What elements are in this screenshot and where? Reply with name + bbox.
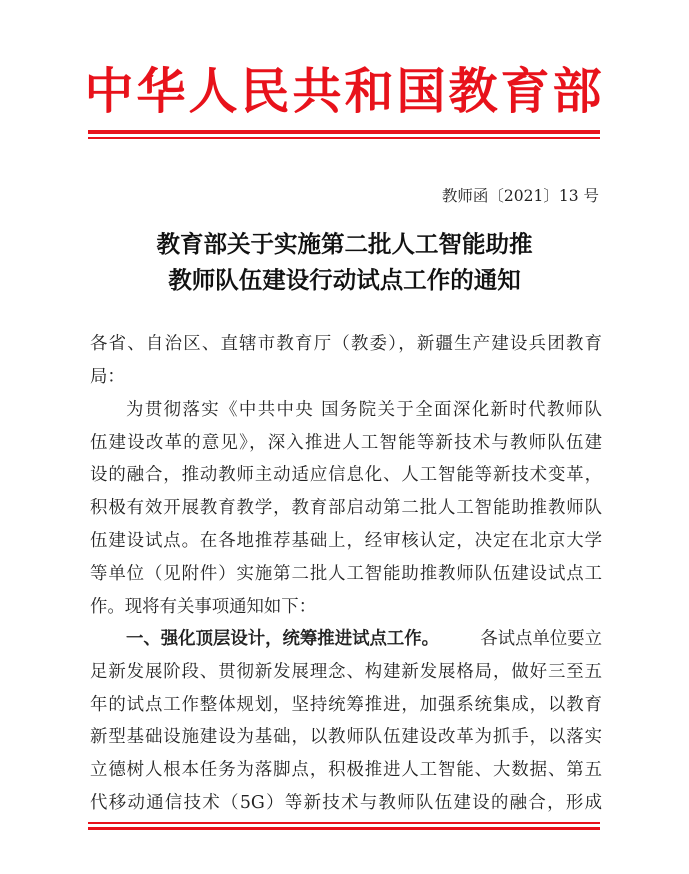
paragraph-line: 年的试点工作整体规划，坚持统筹推进，加强系统集成，以教育 xyxy=(90,695,602,715)
paragraph-line: 代移动通信技术（5G）等新技术与教师队伍建设的融合，形成 xyxy=(90,793,602,813)
document-title-line-1: 教育部关于实施第二批人工智能助推 xyxy=(156,230,533,258)
document-title-line-2: 教师队伍建设行动试点工作的通知 xyxy=(168,266,521,294)
paragraph-line: 新型基础设施建设为基础，以教师队伍建设改革为抓手，以落实 xyxy=(90,727,602,747)
section-heading: 一、强化顶层设计，统筹推进试点工作。 xyxy=(126,629,440,649)
ministry-header: 中华人民共和国教育部 xyxy=(84,63,605,120)
header-rule-thin xyxy=(88,137,600,139)
section-heading-line xyxy=(126,624,602,654)
paragraph-line: 为贯彻落实《中共中央 国务院关于全面深化新时代教师队 xyxy=(126,400,602,420)
header-rule-thick xyxy=(88,130,600,134)
paragraph-line: 作。现将有关事项通知如下： xyxy=(90,597,317,617)
section-heading-continuation: 各试点单位要立 xyxy=(480,629,602,649)
document-number: 教师函〔2021〕13 号 xyxy=(441,187,599,205)
paragraph-line: 足新发展阶段、贯彻新发展理念、构建新发展格局，做好三至五 xyxy=(90,662,602,682)
paragraph-line: 伍建设试点。在各地推荐基础上，经审核认定，决定在北京大学 xyxy=(90,531,602,551)
footer-rule-thin xyxy=(88,822,600,824)
paragraph-line: 等单位（见附件）实施第二批人工智能助推教师队伍建设试点工 xyxy=(90,564,602,584)
footer-rule-thick xyxy=(88,827,600,830)
paragraph-line: 立德树人根本任务为落脚点，积极推进人工智能、大数据、第五 xyxy=(90,760,602,780)
paragraph-line: 积极有效开展教育教学，教育部启动第二批人工智能助推教师队 xyxy=(90,498,602,518)
recipients-line: 局： xyxy=(90,367,125,387)
recipients-line: 各省、自治区、直辖市教育厅（教委），新疆生产建设兵团教育 xyxy=(90,334,602,354)
paragraph-line: 伍建设改革的意见》，深入推进人工智能等新技术与教师队伍建 xyxy=(90,433,602,453)
paragraph-line: 设的融合，推动教师主动适应信息化、人工智能等新技术变革， xyxy=(90,465,602,485)
